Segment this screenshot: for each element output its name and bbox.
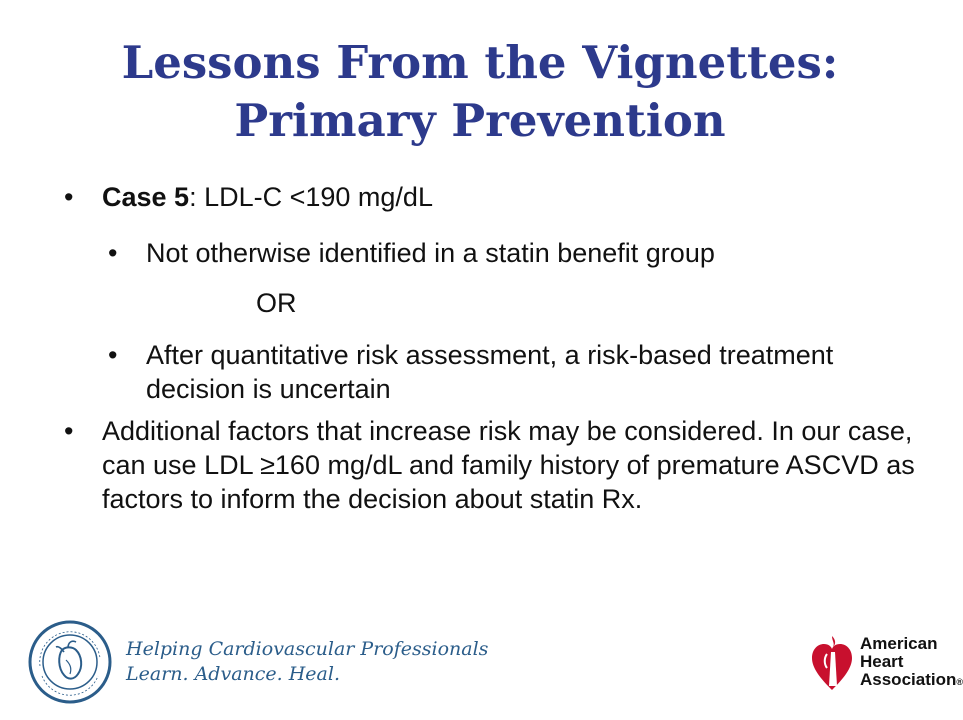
sub-bullet-risk-assessment	[60, 338, 920, 406]
slide-title-line-1: Lessons From the Vignettes:	[121, 36, 839, 89]
acc-tagline-line-1: Helping Cardiovascular Professionals	[126, 638, 489, 660]
bullet-additional-factors	[60, 414, 920, 516]
acc-logo	[28, 620, 488, 704]
acc-tagline-line-2: Learn. Advance. Heal.	[126, 663, 340, 685]
additional-factors-text: Additional factors that increase risk may be considered. In our case, can use LDL ≥160 mg/dL and family history of premature ASCVD as factors to inform the decision about statin Rx.	[102, 416, 915, 514]
sub-bullet-text: Not otherwise identified in a statin benefit group	[146, 238, 715, 268]
or-separator: OR	[256, 288, 297, 318]
aha-line-3-text: Association	[860, 670, 957, 689]
bullet-marker: •	[64, 416, 74, 446]
acc-tagline	[126, 637, 488, 687]
case-text: : LDL-C <190 mg/dL	[189, 182, 433, 212]
slide-title	[0, 34, 960, 150]
bullet-marker: •	[108, 238, 118, 268]
case-label: Case 5	[102, 182, 190, 212]
bullet-marker: •	[64, 182, 74, 212]
bullet-marker: •	[108, 340, 118, 370]
heart-torch-icon	[810, 634, 854, 692]
aha-line-3	[860, 671, 963, 691]
slide-title-line-2: Primary Prevention	[234, 94, 726, 147]
bullet-case-5	[60, 180, 920, 214]
aha-line-2: Heart	[860, 652, 904, 671]
aha-wordmark	[860, 635, 963, 691]
acc-seal-icon	[28, 620, 112, 704]
sub-bullet-text: After quantitative risk assessment, a risk-based treatment decision is uncertain	[146, 340, 834, 404]
sub-bullet-not-identified	[60, 236, 920, 270]
aha-logo	[810, 634, 963, 692]
aha-line-1: American	[860, 634, 938, 653]
registered-mark: ®	[956, 677, 963, 687]
bullet-list	[60, 180, 920, 516]
